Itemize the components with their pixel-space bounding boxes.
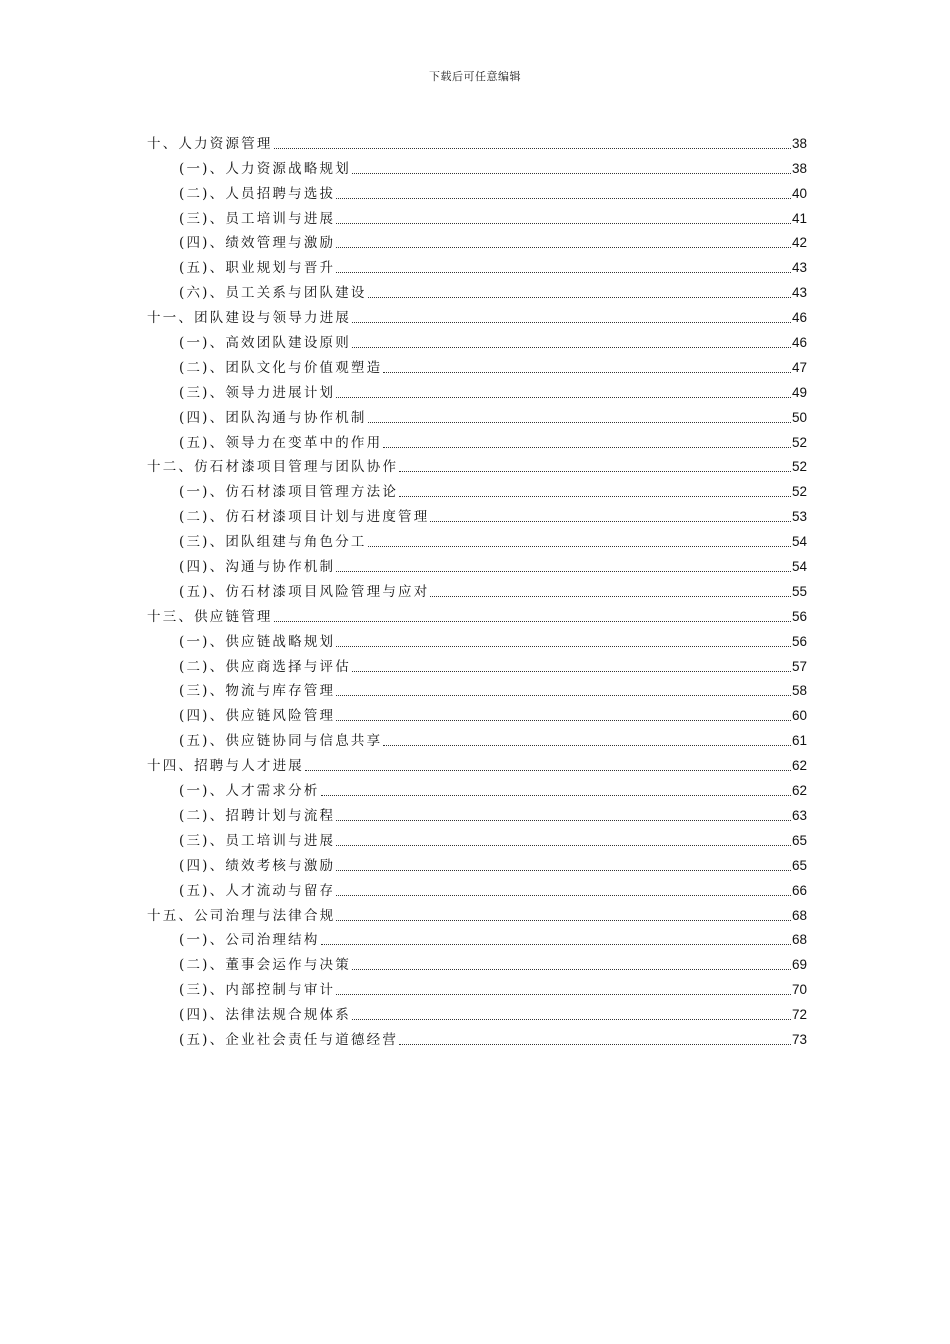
toc-section-entry[interactable] — [147, 775, 807, 800]
toc-page-number: 57 — [791, 658, 807, 674]
toc-entry-title: (二)、董事会运作与决策 — [179, 957, 351, 974]
toc-entry-title: (二)、招聘计划与流程 — [179, 807, 336, 824]
toc-section-entry[interactable] — [147, 626, 807, 651]
toc-dot-leader — [352, 1019, 791, 1020]
toc-section-entry[interactable] — [147, 377, 807, 402]
toc-page-number: 73 — [791, 1031, 807, 1047]
toc-dot-leader — [352, 969, 791, 970]
toc-section-entry[interactable] — [147, 476, 807, 501]
toc-page-number: 43 — [791, 285, 807, 301]
toc-page-number: 38 — [791, 135, 807, 151]
toc-entry-title: 十一、团队建设与领导力进展 — [147, 310, 352, 327]
toc-chapter-entry[interactable] — [147, 900, 807, 925]
toc-dot-leader — [383, 372, 791, 373]
toc-dot-leader — [336, 870, 791, 871]
toc-page-number: 53 — [791, 509, 807, 525]
toc-section-entry[interactable] — [147, 875, 807, 900]
toc-dot-leader — [352, 671, 791, 672]
toc-dot-leader — [336, 646, 791, 647]
toc-chapter-entry[interactable] — [147, 128, 807, 153]
toc-page-number: 54 — [791, 534, 807, 550]
toc-entry-title: (四)、绩效考核与激励 — [179, 857, 336, 874]
toc-section-entry[interactable] — [147, 277, 807, 302]
toc-dot-leader — [336, 994, 791, 995]
toc-entry-title: (三)、员工培训与进展 — [179, 210, 336, 227]
toc-page-number: 40 — [791, 185, 807, 201]
toc-dot-leader — [336, 571, 791, 572]
toc-entry-title: (一)、人才需求分析 — [179, 783, 320, 800]
toc-entry-title: (一)、供应链战略规划 — [179, 633, 336, 650]
toc-page-number: 62 — [791, 758, 807, 774]
toc-dot-leader — [336, 198, 791, 199]
toc-entry-title: (五)、领导力在变革中的作用 — [179, 434, 383, 451]
toc-page-number: 46 — [791, 335, 807, 351]
toc-section-entry[interactable] — [147, 203, 807, 228]
toc-dot-leader — [430, 596, 791, 597]
toc-entry-title: (五)、仿石材漆项目风险管理与应对 — [179, 583, 430, 600]
toc-section-entry[interactable] — [147, 551, 807, 576]
toc-dot-leader — [368, 297, 791, 298]
toc-entry-title: (一)、人力资源战略规划 — [179, 160, 351, 177]
toc-page-number: 46 — [791, 310, 807, 326]
toc-page-number: 70 — [791, 982, 807, 998]
toc-page-number: 55 — [791, 583, 807, 599]
toc-dot-leader — [352, 173, 791, 174]
toc-section-entry[interactable] — [147, 825, 807, 850]
toc-section-entry[interactable] — [147, 700, 807, 725]
toc-entry-title: (三)、员工培训与进展 — [179, 832, 336, 849]
toc-section-entry[interactable] — [147, 352, 807, 377]
toc-page-number: 68 — [791, 907, 807, 923]
toc-chapter-entry[interactable] — [147, 750, 807, 775]
toc-page-number: 58 — [791, 683, 807, 699]
toc-dot-leader — [336, 895, 791, 896]
toc-section-entry[interactable] — [147, 676, 807, 701]
toc-entry-title: (四)、法律法规合规体系 — [179, 1007, 351, 1024]
toc-entry-title: (一)、仿石材漆项目管理方法论 — [179, 484, 399, 501]
toc-dot-leader — [336, 223, 791, 224]
toc-entry-title: (四)、供应链风险管理 — [179, 708, 336, 725]
toc-entry-title: 十三、供应链管理 — [147, 608, 273, 625]
toc-dot-leader — [336, 695, 791, 696]
toc-page-number: 52 — [791, 484, 807, 500]
toc-entry-title: 十五、公司治理与法律合规 — [147, 907, 336, 924]
toc-page-number: 47 — [791, 359, 807, 375]
toc-section-entry[interactable] — [147, 576, 807, 601]
toc-entry-title: (四)、沟通与协作机制 — [179, 559, 336, 576]
toc-entry-title: (三)、团队组建与角色分工 — [179, 534, 367, 551]
toc-dot-leader — [383, 447, 791, 448]
toc-page-number: 41 — [791, 210, 807, 226]
toc-page-number: 61 — [791, 733, 807, 749]
toc-entry-title: (五)、企业社会责任与道德经营 — [179, 1031, 399, 1048]
toc-entry-title: (二)、仿石材漆项目计划与进度管理 — [179, 509, 430, 526]
page-header: 下载后可任意编辑 — [429, 70, 521, 83]
toc-entry-title: (五)、供应链协同与信息共享 — [179, 733, 383, 750]
toc-section-entry[interactable] — [147, 327, 807, 352]
toc-chapter-entry[interactable] — [147, 452, 807, 477]
toc-page-number: 65 — [791, 832, 807, 848]
toc-dot-leader — [430, 521, 791, 522]
toc-dot-leader — [336, 820, 791, 821]
toc-page-number: 63 — [791, 807, 807, 823]
toc-entry-title: (一)、公司治理结构 — [179, 932, 320, 949]
toc-dot-leader — [368, 422, 791, 423]
toc-page-number: 49 — [791, 384, 807, 400]
toc-dot-leader — [336, 920, 791, 921]
toc-dot-leader — [368, 546, 791, 547]
toc-section-entry[interactable] — [147, 228, 807, 253]
toc-entry-title: (五)、人才流动与留存 — [179, 882, 336, 899]
toc-dot-leader — [321, 795, 791, 796]
toc-entry-title: (四)、绩效管理与激励 — [179, 235, 336, 252]
toc-dot-leader — [399, 496, 791, 497]
toc-page-number: 72 — [791, 1007, 807, 1023]
toc-entry-title: (六)、员工关系与团队建设 — [179, 285, 367, 302]
toc-page-number: 66 — [791, 882, 807, 898]
toc-entry-title: (四)、团队沟通与协作机制 — [179, 409, 367, 426]
toc-page-number: 56 — [791, 633, 807, 649]
toc-entry-title: (三)、内部控制与审计 — [179, 982, 336, 999]
toc-dot-leader — [352, 322, 791, 323]
toc-dot-leader — [399, 1044, 791, 1045]
toc-page-number: 68 — [791, 932, 807, 948]
toc-entry-title: 十、人力资源管理 — [147, 135, 273, 152]
toc-section-entry[interactable] — [147, 850, 807, 875]
toc-page-number: 43 — [791, 260, 807, 276]
toc-page-number: 52 — [791, 459, 807, 475]
toc-section-entry[interactable] — [147, 999, 807, 1024]
toc-entry-title: (二)、供应商选择与评估 — [179, 658, 351, 675]
toc-dot-leader — [305, 770, 791, 771]
toc-page-number: 62 — [791, 783, 807, 799]
toc-dot-leader — [352, 347, 791, 348]
toc-page-number: 54 — [791, 559, 807, 575]
toc-page-number: 50 — [791, 409, 807, 425]
toc-entry-title: (一)、高效团队建设原则 — [179, 335, 351, 352]
toc-page-number: 69 — [791, 957, 807, 973]
toc-chapter-entry[interactable] — [147, 601, 807, 626]
toc-page-number: 65 — [791, 857, 807, 873]
toc-page-number: 38 — [791, 160, 807, 176]
toc-dot-leader — [274, 621, 791, 622]
toc-entry-title: 十四、招聘与人才进展 — [147, 758, 304, 775]
toc-section-entry[interactable] — [147, 1024, 807, 1049]
toc-section-entry[interactable] — [147, 153, 807, 178]
toc-section-entry[interactable] — [147, 252, 807, 277]
toc-entry-title: (三)、领导力进展计划 — [179, 384, 336, 401]
toc-dot-leader — [274, 148, 791, 149]
toc-dot-leader — [321, 944, 791, 945]
toc-dot-leader — [399, 471, 791, 472]
toc-page-number: 52 — [791, 434, 807, 450]
toc-section-entry[interactable] — [147, 925, 807, 950]
toc-section-entry[interactable] — [147, 427, 807, 452]
toc-dot-leader — [336, 397, 791, 398]
toc-section-entry[interactable] — [147, 725, 807, 750]
toc-entry-title: (五)、职业规划与晋升 — [179, 260, 336, 277]
toc-entry-title: (二)、团队文化与价值观塑造 — [179, 359, 383, 376]
toc-section-entry[interactable] — [147, 974, 807, 999]
toc-page-number: 60 — [791, 708, 807, 724]
toc-section-entry[interactable] — [147, 651, 807, 676]
toc-section-entry[interactable] — [147, 501, 807, 526]
toc-entry-title: (三)、物流与库存管理 — [179, 683, 336, 700]
toc-dot-leader — [336, 845, 791, 846]
toc-chapter-entry[interactable] — [147, 302, 807, 327]
toc-dot-leader — [336, 272, 791, 273]
toc-section-entry[interactable] — [147, 800, 807, 825]
toc-dot-leader — [383, 745, 791, 746]
toc-section-entry[interactable] — [147, 526, 807, 551]
toc-section-entry[interactable] — [147, 178, 807, 203]
table-of-contents — [147, 128, 807, 1049]
toc-dot-leader — [336, 247, 791, 248]
toc-entry-title: (二)、人员招聘与选拔 — [179, 185, 336, 202]
toc-entry-title: 十二、仿石材漆项目管理与团队协作 — [147, 459, 399, 476]
toc-dot-leader — [336, 720, 791, 721]
toc-section-entry[interactable] — [147, 402, 807, 427]
toc-page-number: 42 — [791, 235, 807, 251]
toc-page-number: 56 — [791, 608, 807, 624]
toc-section-entry[interactable] — [147, 949, 807, 974]
